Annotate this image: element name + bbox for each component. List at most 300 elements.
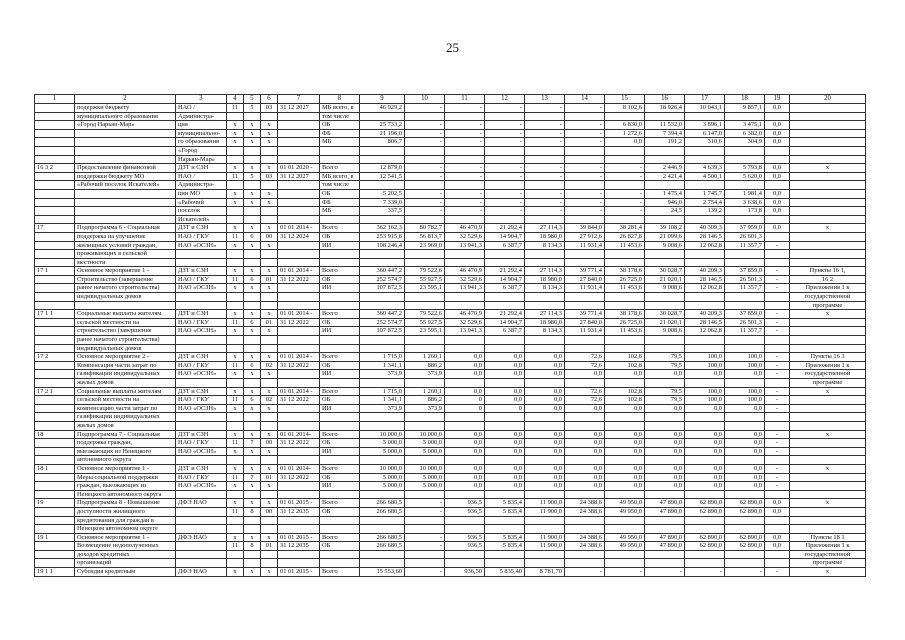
table-cell: ДЗТ и СЗН — [176, 224, 227, 233]
table-cell — [765, 112, 790, 121]
table-cell: 0,0 — [445, 473, 485, 482]
table-row — [35, 121, 866, 130]
table-cell: 39 771,4 — [565, 267, 605, 276]
table-cell: ОБ — [320, 439, 360, 448]
table-cell: - — [565, 138, 605, 147]
table-cell — [35, 293, 75, 302]
table-cell: - — [605, 198, 645, 207]
table-cell — [360, 344, 405, 353]
table-cell: 27 840,0 — [565, 275, 605, 284]
table-cell — [360, 516, 405, 525]
table-cell: 38 178,6 — [605, 310, 645, 319]
table-cell: 28 146,5 — [685, 318, 725, 327]
table-cell: x — [244, 464, 261, 473]
table-cell: 6 — [244, 361, 261, 370]
table-cell: x — [244, 284, 261, 293]
table-row — [35, 447, 866, 456]
table-cell: 6 387,7 — [485, 284, 525, 293]
table-cell — [278, 490, 320, 499]
table-cell — [445, 112, 485, 121]
table-cell: x — [261, 568, 278, 577]
table-cell: 0,0 — [685, 482, 725, 491]
table-row — [35, 181, 866, 190]
table-cell: 18 926,4 — [645, 104, 685, 113]
table-cell: 62 890,0 — [685, 542, 725, 551]
table-cell: x — [790, 164, 866, 173]
table-cell: - — [405, 499, 445, 508]
table-cell — [765, 301, 790, 310]
table-cell — [765, 258, 790, 267]
table-cell — [261, 250, 278, 259]
table-cell — [485, 155, 525, 164]
table-cell: 0,0 — [605, 447, 645, 456]
table-cell: 55 927,5 — [405, 318, 445, 327]
table-cell: го образования — [176, 138, 227, 147]
table-cell: 0,0 — [485, 353, 525, 362]
table-cell: 8 — [244, 542, 261, 551]
table-cell: 00 — [261, 507, 278, 516]
table-cell — [75, 155, 176, 164]
table-cell: 27 114,3 — [525, 310, 565, 319]
table-cell: ОБ — [320, 473, 360, 482]
table-cell: ОБ — [320, 318, 360, 327]
table-cell: 5 — [244, 172, 261, 181]
table-cell — [565, 379, 605, 388]
table-cell: 0,0 — [685, 447, 725, 456]
table-cell — [405, 336, 445, 345]
table-cell — [790, 189, 866, 198]
table-cell — [360, 525, 405, 534]
table-row — [35, 464, 866, 473]
table-row — [35, 241, 866, 250]
table-cell: x — [227, 267, 244, 276]
table-cell: МБ всего, в — [320, 172, 360, 181]
table-cell — [565, 155, 605, 164]
table-cell: Всего — [320, 430, 360, 439]
table-cell — [725, 215, 765, 224]
table-cell: 25 733,2 — [360, 121, 405, 130]
table-cell — [445, 293, 485, 302]
table-cell: 100,0 — [725, 361, 765, 370]
table-cell: 00 — [261, 439, 278, 448]
table-cell — [244, 421, 261, 430]
table-cell: 6 — [244, 232, 261, 241]
table-cell: - — [485, 104, 525, 113]
table-cell: x — [227, 198, 244, 207]
table-cell: 01 01 2015 - — [278, 533, 320, 542]
table-cell: 11 453,6 — [605, 284, 645, 293]
table-cell: x — [261, 464, 278, 473]
table-cell: 1 272,6 — [605, 129, 645, 138]
table-cell: - — [405, 121, 445, 130]
table-cell: 12 062,8 — [685, 327, 725, 336]
table-cell: 304,9 — [725, 138, 765, 147]
table-cell — [605, 413, 645, 422]
table-cell: - — [565, 189, 605, 198]
table-cell — [605, 525, 645, 534]
table-cell: том числе — [320, 181, 360, 190]
header-cell: 1 — [35, 95, 75, 104]
table-cell — [565, 146, 605, 155]
table-cell — [261, 516, 278, 525]
table-cell — [244, 525, 261, 534]
table-cell: 0,0 — [445, 353, 485, 362]
table-cell — [244, 336, 261, 345]
table-cell: 62 890,0 — [725, 542, 765, 551]
table-cell: x — [227, 387, 244, 396]
table-cell: x — [261, 499, 278, 508]
table-cell: МБ — [320, 138, 360, 147]
table-cell — [261, 293, 278, 302]
table-cell: 72,6 — [565, 353, 605, 362]
table-cell: 0,0 — [725, 473, 765, 482]
table-cell — [525, 525, 565, 534]
table-cell — [685, 301, 725, 310]
table-cell — [261, 112, 278, 121]
table-cell — [227, 550, 244, 559]
table-cell: НАО «ОСЗН» — [176, 482, 227, 491]
table-cell — [360, 413, 405, 422]
table-cell — [565, 293, 605, 302]
table-row — [35, 310, 866, 319]
table-cell: 100,0 — [685, 387, 725, 396]
table-cell — [765, 550, 790, 559]
table-cell — [605, 112, 645, 121]
table-cell — [725, 379, 765, 388]
table-cell: 11 — [227, 542, 244, 551]
table-cell: 11 357,7 — [725, 241, 765, 250]
table-cell: - — [765, 318, 790, 327]
table-cell: поддержка граждан, — [75, 439, 176, 448]
table-cell: местности — [75, 258, 176, 267]
table-cell: x — [244, 568, 261, 577]
table-cell: Предоставление финансовой — [75, 164, 176, 173]
table-cell — [278, 413, 320, 422]
table-cell: Пункты 18 1 — [790, 533, 866, 542]
table-cell — [485, 215, 525, 224]
table-cell: ИИ — [320, 241, 360, 250]
table-cell — [405, 293, 445, 302]
table-cell: x — [227, 482, 244, 491]
table-cell — [485, 146, 525, 155]
table-cell: ДЗТ и СЗН — [176, 353, 227, 362]
table-cell: 0,0 — [525, 464, 565, 473]
table-cell: Ненецкого автономного округа — [75, 490, 176, 499]
table-cell: x — [227, 310, 244, 319]
table-cell — [35, 439, 75, 448]
table-cell — [685, 379, 725, 388]
table-cell — [320, 559, 360, 568]
table-cell — [645, 258, 685, 267]
table-cell — [405, 112, 445, 121]
table-cell — [227, 301, 244, 310]
table-cell: 30 028,7 — [645, 267, 685, 276]
table-cell: 23 595,1 — [405, 284, 445, 293]
table-cell: 0,0 — [725, 447, 765, 456]
table-cell: 0,0 — [485, 482, 525, 491]
table-cell — [227, 421, 244, 430]
table-cell — [445, 456, 485, 465]
table-row — [35, 293, 866, 302]
table-cell — [227, 516, 244, 525]
table-row — [35, 525, 866, 534]
table-cell — [244, 559, 261, 568]
table-cell: 12 062,8 — [685, 241, 725, 250]
table-cell — [790, 482, 866, 491]
table-cell: 19 1 — [35, 533, 75, 542]
table-cell: - — [765, 361, 790, 370]
table-cell: поддержка на улучшение — [75, 232, 176, 241]
table-cell — [244, 250, 261, 259]
table-cell — [645, 421, 685, 430]
table-cell: 191,2 — [645, 138, 685, 147]
table-cell: Всего — [320, 224, 360, 233]
table-cell: 62 890,0 — [685, 499, 725, 508]
table-cell: 79,5 — [645, 361, 685, 370]
table-cell — [525, 146, 565, 155]
table-cell: x — [244, 353, 261, 362]
header-cell: 18 — [725, 95, 765, 104]
table-cell: 0,0 — [645, 473, 685, 482]
table-cell: - — [485, 138, 525, 147]
table-cell: 31 12 2022 — [278, 318, 320, 327]
table-cell — [645, 490, 685, 499]
table-cell: НАО «ОСЗН» — [176, 370, 227, 379]
table-cell: 100,0 — [685, 353, 725, 362]
table-cell: 0,0 — [765, 207, 790, 216]
table-cell: 0,0 — [765, 138, 790, 147]
table-cell — [645, 293, 685, 302]
table-cell — [525, 181, 565, 190]
table-cell — [35, 456, 75, 465]
table-cell: 31 12 2035 — [278, 542, 320, 551]
table-cell — [278, 215, 320, 224]
table-cell — [485, 250, 525, 259]
table-cell: 32 529,6 — [445, 232, 485, 241]
table-cell: 0,0 — [725, 370, 765, 379]
table-cell — [765, 559, 790, 568]
table-cell: 80 782,7 — [405, 224, 445, 233]
table-cell: - — [445, 129, 485, 138]
table-cell — [244, 258, 261, 267]
table-cell: - — [565, 164, 605, 173]
table-cell: 0,0 — [765, 507, 790, 516]
table-cell — [360, 112, 405, 121]
table-cell: 1 715,0 — [360, 353, 405, 362]
table-cell: 0,0 — [525, 430, 565, 439]
table-cell — [35, 490, 75, 499]
table-cell: 8 134,3 — [525, 327, 565, 336]
table-cell: строительство (завершение — [75, 327, 176, 336]
table-cell: 12 879,0 — [360, 164, 405, 173]
table-cell: Основное мероприятие 1 - — [75, 464, 176, 473]
table-cell: Приложения 1 к — [790, 542, 866, 551]
table-row — [35, 336, 866, 345]
table-cell: - — [405, 542, 445, 551]
table-cell — [176, 421, 227, 430]
table-cell — [445, 181, 485, 190]
table-cell: 100,0 — [725, 353, 765, 362]
table-cell: 0,0 — [525, 353, 565, 362]
table-cell — [278, 129, 320, 138]
table-cell — [685, 550, 725, 559]
table-cell: 12 541,5 — [360, 172, 405, 181]
table-cell — [360, 421, 405, 430]
table-cell — [765, 516, 790, 525]
table-cell — [445, 379, 485, 388]
table-cell — [645, 301, 685, 310]
table-cell: x — [261, 241, 278, 250]
table-cell — [645, 516, 685, 525]
table-cell — [790, 241, 866, 250]
table-cell: НАО / ГКУ — [176, 275, 227, 284]
table-cell — [725, 421, 765, 430]
table-cell: x — [790, 464, 866, 473]
table-cell: - — [565, 207, 605, 216]
table-cell: - — [605, 568, 645, 577]
table-cell — [525, 250, 565, 259]
table-cell — [790, 327, 866, 336]
table-cell — [360, 456, 405, 465]
table-cell: ДЗТ и СЗН — [176, 387, 227, 396]
table-cell: 9 008,6 — [645, 284, 685, 293]
table-cell: ИИ — [320, 284, 360, 293]
table-cell: 14 904,7 — [485, 232, 525, 241]
table-cell — [227, 112, 244, 121]
table-cell — [261, 559, 278, 568]
table-cell: x — [244, 224, 261, 233]
table-cell — [685, 250, 725, 259]
table-cell: ДЗТ и СЗН — [176, 310, 227, 319]
table-cell: x — [227, 241, 244, 250]
table-cell: - — [485, 207, 525, 216]
table-cell: 0,0 — [485, 447, 525, 456]
table-cell: 01 — [261, 318, 278, 327]
table-cell: Пункты 16 1, — [790, 267, 866, 276]
table-cell — [35, 258, 75, 267]
table-cell: 0,0 — [765, 542, 790, 551]
table-cell — [485, 301, 525, 310]
table-cell — [765, 155, 790, 164]
table-cell: компенсацию части затрат по — [75, 404, 176, 413]
table-cell: автономного округа — [75, 456, 176, 465]
table-cell: 31 12 2027 — [278, 104, 320, 113]
table-cell: - — [765, 353, 790, 362]
table-cell — [227, 207, 244, 216]
table-cell — [565, 215, 605, 224]
table-cell: x — [244, 430, 261, 439]
table-cell — [765, 146, 790, 155]
table-cell — [405, 490, 445, 499]
table-cell: 28 146,5 — [685, 275, 725, 284]
table-cell — [35, 396, 75, 405]
table-cell: 12 062,8 — [685, 284, 725, 293]
table-cell: ОБ — [320, 361, 360, 370]
table-cell: проживающих в сельской — [75, 250, 176, 259]
table-cell — [685, 525, 725, 534]
table-cell — [765, 293, 790, 302]
table-cell: 0,0 — [685, 370, 725, 379]
table-cell — [725, 146, 765, 155]
table-cell: - — [765, 430, 790, 439]
table-cell — [35, 129, 75, 138]
table-cell: 0,0 — [445, 361, 485, 370]
table-cell — [790, 258, 866, 267]
table-cell: 6 — [244, 396, 261, 405]
table-cell: x — [790, 224, 866, 233]
table-cell: подержки бюджету — [75, 104, 176, 113]
table-cell: - — [565, 104, 605, 113]
table-cell — [75, 129, 176, 138]
table-cell: 0,0 — [525, 361, 565, 370]
table-cell — [790, 396, 866, 405]
table-cell: 26 725,0 — [605, 275, 645, 284]
table-cell: 0,0 — [765, 104, 790, 113]
table-cell: 55 927,5 — [405, 275, 445, 284]
table-cell: x — [261, 267, 278, 276]
table-cell — [35, 198, 75, 207]
table-cell — [35, 121, 75, 130]
table-cell: x — [227, 430, 244, 439]
table-cell: 5 000,0 — [405, 439, 445, 448]
table-cell: 373,9 — [405, 404, 445, 413]
table-cell: 3 896,1 — [685, 121, 725, 130]
table-cell: 38 178,6 — [605, 267, 645, 276]
table-cell — [525, 456, 565, 465]
table-cell: 5 000,0 — [405, 447, 445, 456]
table-cell: 0,0 — [525, 370, 565, 379]
header-cell: 20 — [790, 95, 866, 104]
table-cell: 0,0 — [605, 430, 645, 439]
table-cell: - — [445, 198, 485, 207]
table-row — [35, 318, 866, 327]
table-cell: 0,0 — [445, 447, 485, 456]
table-cell — [685, 413, 725, 422]
table-cell: жилых домов — [75, 421, 176, 430]
table-cell: - — [765, 327, 790, 336]
header-cell: 10 — [405, 95, 445, 104]
table-cell: x — [244, 327, 261, 336]
table-cell — [525, 215, 565, 224]
table-cell — [445, 413, 485, 422]
table-cell: 18 — [35, 430, 75, 439]
header-cell: 2 — [75, 95, 176, 104]
table-cell: 102,8 — [605, 396, 645, 405]
table-cell: 11 931,4 — [565, 284, 605, 293]
table-cell — [360, 146, 405, 155]
table-cell: ОБ — [320, 507, 360, 516]
table-cell: 806,7 — [360, 138, 405, 147]
table-cell — [278, 447, 320, 456]
table-cell: x — [244, 164, 261, 173]
table-cell: 0,0 — [565, 464, 605, 473]
table-cell: 11 931,4 — [565, 327, 605, 336]
table-cell: доходов кредитных — [75, 550, 176, 559]
table-cell: x — [261, 284, 278, 293]
table-cell — [765, 344, 790, 353]
table-cell — [445, 215, 485, 224]
table-cell: x — [244, 404, 261, 413]
table-row — [35, 361, 866, 370]
table-cell: 0,0 — [485, 396, 525, 405]
table-cell: 79,5 — [645, 387, 685, 396]
table-cell — [765, 232, 790, 241]
table-cell: 62 890,0 — [685, 533, 725, 542]
table-cell — [790, 439, 866, 448]
table-row — [35, 421, 866, 430]
table-cell — [35, 275, 75, 284]
table-cell — [790, 138, 866, 147]
